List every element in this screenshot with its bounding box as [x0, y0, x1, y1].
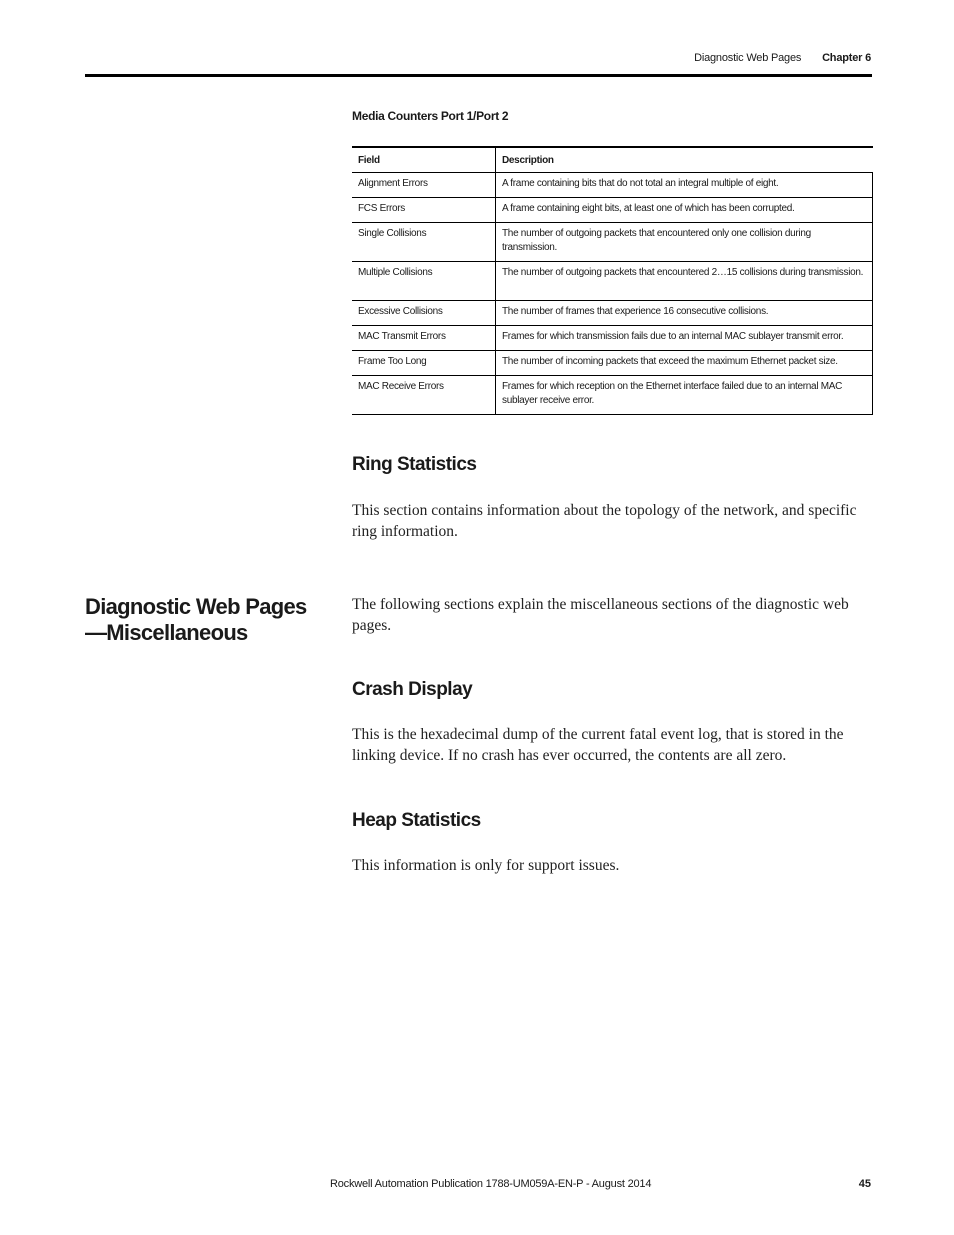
crash-display-text: This is the hexadecimal dump of the current fatal event log, that is stored in the linking device. If no crash has ever occurred, the contents are all zero. — [352, 726, 844, 764]
page-number: 45 — [858, 1178, 871, 1190]
header-rule — [85, 74, 872, 77]
table-header-row — [352, 147, 873, 173]
header-chapter: Chapter 6 — [822, 52, 871, 64]
miscellaneous-intro-text: The following sections explain the miscellaneous sections of the diagnostic web pages. — [352, 596, 849, 634]
description-cell: The number of frames that experience 16 consecutive collisions. — [496, 301, 873, 326]
publication-footer: Rockwell Automation Publication 1788-UM059A-EN-P - August 2014 — [330, 1178, 652, 1190]
table-row — [352, 301, 873, 326]
crash-display-heading: Crash Display — [352, 679, 473, 700]
description-cell: The number of incoming packets that exceed the maximum Ethernet packet size. — [496, 351, 873, 376]
ring-statistics-text: This section contains information about the topology of the network, and specific ring information. — [352, 502, 857, 540]
field-cell: Single Collisions — [352, 223, 496, 262]
table-row — [352, 173, 873, 198]
table-caption: Media Counters Port 1/Port 2 — [352, 109, 509, 123]
table-row — [352, 376, 873, 415]
field-cell: Alignment Errors — [352, 173, 496, 198]
description-cell: The number of outgoing packets that encountered 2…15 collisions during transmission. — [496, 262, 873, 301]
field-cell: FCS Errors — [352, 198, 496, 223]
description-cell: Frames for which transmission fails due to an internal MAC sublayer transmit error. — [496, 326, 873, 351]
description-cell: The number of outgoing packets that encountered only one collision during transmission. — [496, 223, 873, 262]
column-header-field: Field — [352, 147, 496, 173]
field-cell: MAC Receive Errors — [352, 376, 496, 415]
table-row — [352, 223, 873, 262]
table-row — [352, 198, 873, 223]
media-counters-table — [352, 146, 873, 415]
field-cell: Excessive Collisions — [352, 301, 496, 326]
field-cell: Frame Too Long — [352, 351, 496, 376]
field-cell: MAC Transmit Errors — [352, 326, 496, 351]
ring-statistics-heading: Ring Statistics — [352, 454, 477, 475]
description-cell: A frame containing eight bits, at least one of which has been corrupted. — [496, 198, 873, 223]
table-row — [352, 351, 873, 376]
heap-statistics-text: This information is only for support issues. — [352, 857, 620, 874]
running-header — [694, 52, 871, 64]
heap-statistics-heading: Heap Statistics — [352, 810, 481, 831]
miscellaneous-section-heading: Diagnostic Web Pages—Miscellaneous — [85, 594, 307, 645]
description-cell: Frames for which reception on the Ethernet interface failed due to an internal MAC sublayer receive error. — [496, 376, 873, 415]
description-cell: A frame containing bits that do not total an integral multiple of eight. — [496, 173, 873, 198]
column-header-description: Description — [496, 147, 873, 173]
table-row — [352, 262, 873, 301]
table-row — [352, 326, 873, 351]
header-section-title: Diagnostic Web Pages — [694, 52, 802, 64]
field-cell: Multiple Collisions — [352, 262, 496, 301]
